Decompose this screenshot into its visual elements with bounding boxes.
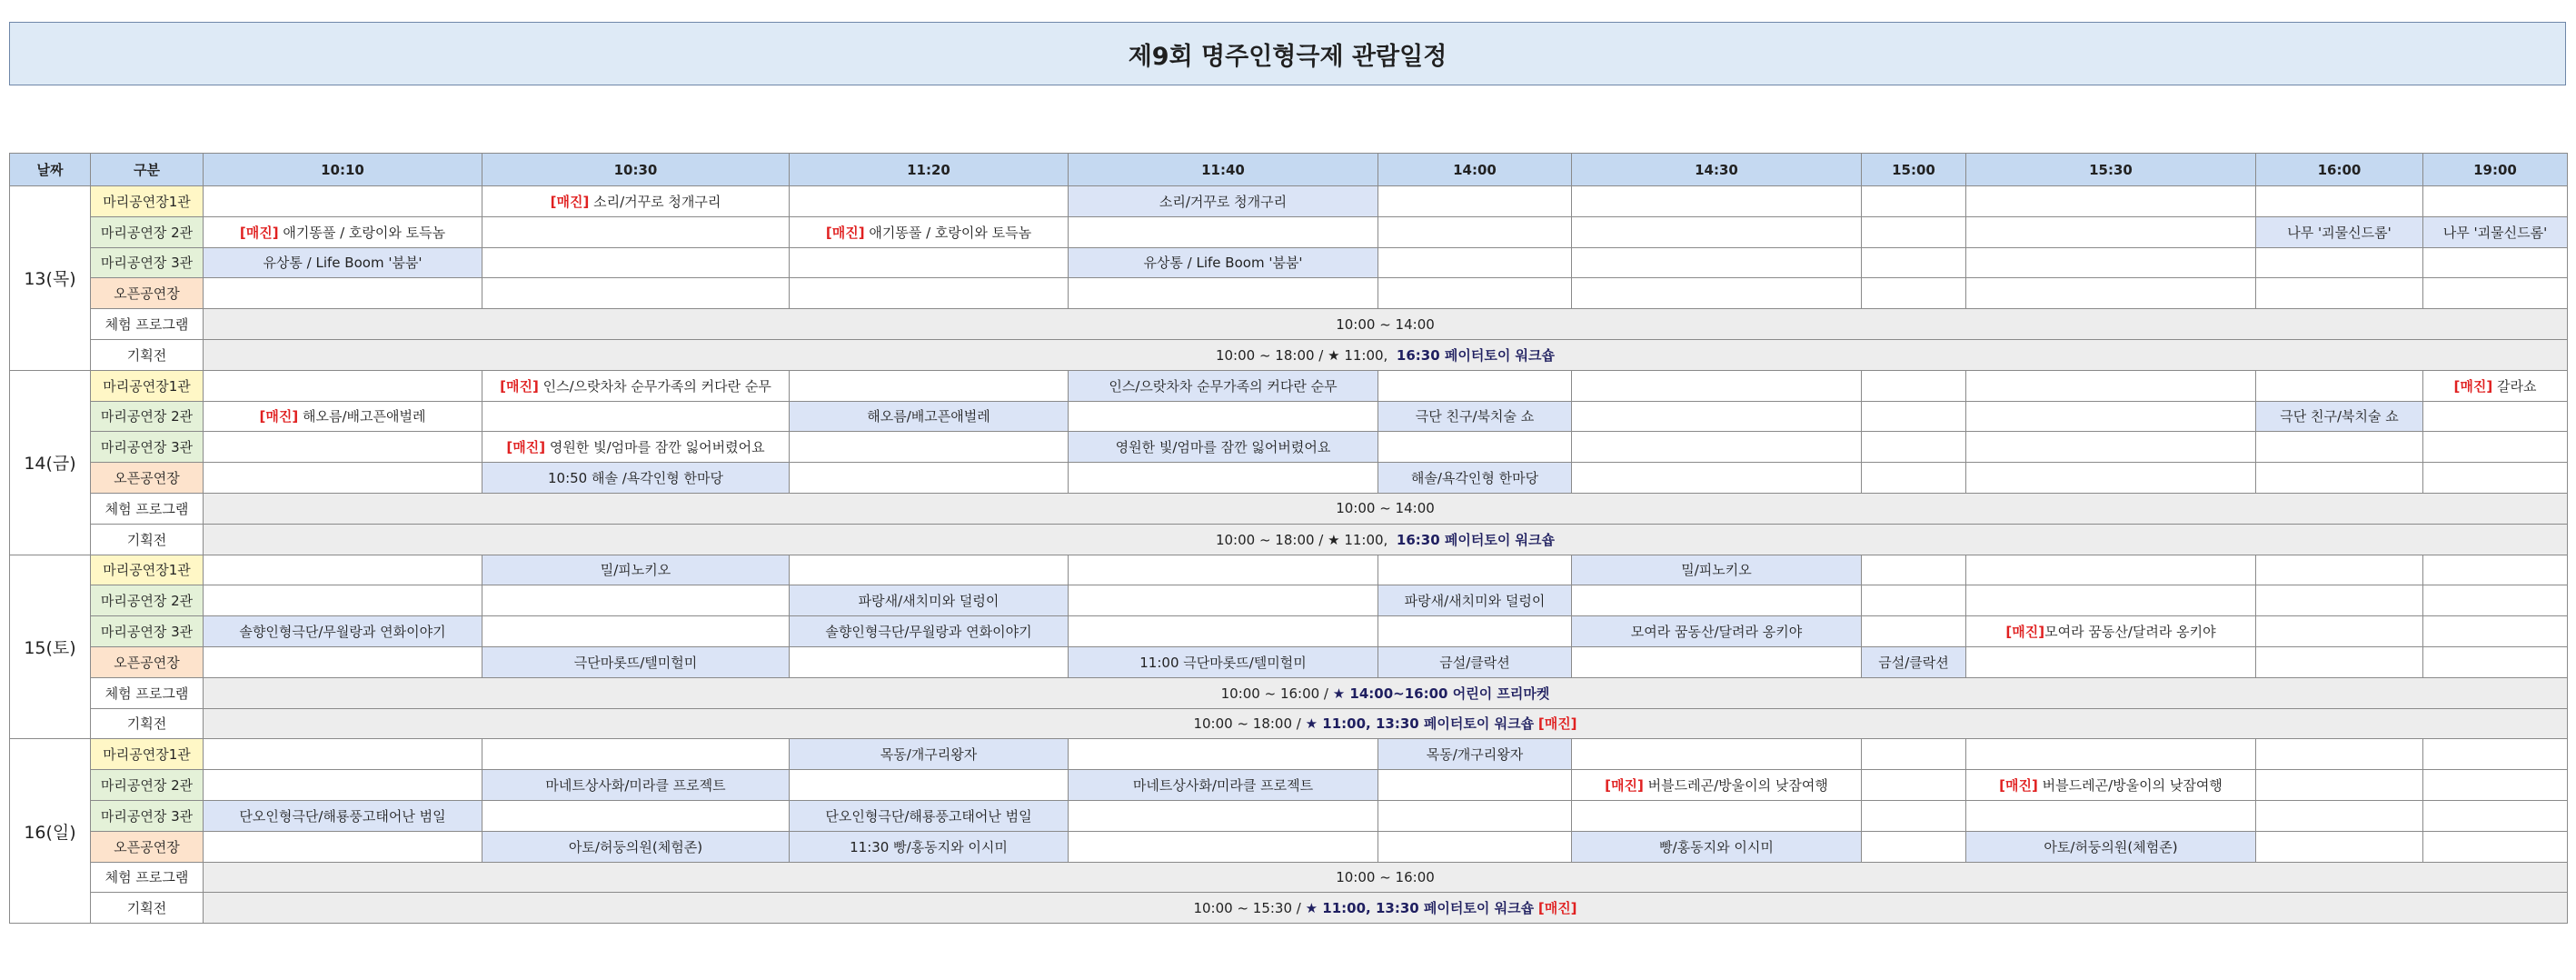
event-cell: [매진] 버블드레곤/방울이의 낮잠여행 [1572, 770, 1862, 801]
event-cell: 솔향인형극단/무월랑과 연화이야기 [790, 616, 1069, 647]
table-row [10, 339, 2568, 370]
event-cell: 아토/허둥의원(체험존) [482, 831, 790, 862]
table-row [10, 186, 2568, 217]
table-row [10, 463, 2568, 494]
header-time: 11:40 [1069, 154, 1378, 186]
table-row [10, 739, 2568, 770]
table-row [10, 524, 2568, 555]
table-row [10, 708, 2568, 739]
event-cell: [매진] 애기똥풀 / 호랑이와 토득놈 [790, 216, 1069, 247]
venue-label: 체험 프로그램 [91, 677, 204, 708]
venue-label: 마리공연장 2관 [91, 216, 204, 247]
venue-label: 마리공연장 2관 [91, 401, 204, 432]
header-time: 14:00 [1378, 154, 1572, 186]
date-cell: 16(일) [10, 739, 91, 924]
venue-label: 오픈공연장 [91, 278, 204, 309]
event-cell: 해오름/배고픈애벌레 [790, 401, 1069, 432]
event-cell: 솔향인형극단/무월랑과 연화이야기 [204, 616, 482, 647]
header-time: 19:00 [2423, 154, 2568, 186]
table-row [10, 893, 2568, 924]
date-cell: 15(토) [10, 555, 91, 739]
date-cell: 14(금) [10, 370, 91, 555]
table-row [10, 247, 2568, 278]
venue-label: 마리공연장1관 [91, 555, 204, 585]
exhibit-cell: 10:00 ~ 18:00 / ★ 11:00, 13:30 페이터토이 워크숍 [매진] [204, 708, 2568, 739]
event-cell: 유상통 / Life Boom '붐붐' [1069, 247, 1378, 278]
event-cell: 단오인형극단/해룡풍고태어난 범일 [790, 800, 1069, 831]
venue-label: 마리공연장 3관 [91, 800, 204, 831]
table-row [10, 770, 2568, 801]
venue-label: 마리공연장1관 [91, 186, 204, 217]
table-row [10, 216, 2568, 247]
exhibit-cell: 10:00 ~ 15:30 / ★ 11:00, 13:30 페이터토이 워크숍 [매진] [204, 893, 2568, 924]
header-time: 15:30 [1966, 154, 2256, 186]
event-cell: 해솔/욕각인형 한마당 [1378, 463, 1572, 494]
event-cell: 밀/피노키오 [482, 555, 790, 585]
event-cell: 11:30 빵/홍동지와 이시미 [790, 831, 1069, 862]
event-cell: [매진] 갈라쇼 [2423, 370, 2568, 401]
venue-label: 오픈공연장 [91, 463, 204, 494]
event-cell: 11:00 극단마롯뜨/텔미헐미 [1069, 646, 1378, 677]
header-time: 14:30 [1572, 154, 1862, 186]
event-cell: 단오인형극단/해룡풍고태어난 범일 [204, 800, 482, 831]
event-cell: [매진] 애기똥풀 / 호랑이와 토득놈 [204, 216, 482, 247]
event-cell: 금설/클락션 [1862, 646, 1966, 677]
table-row [10, 800, 2568, 831]
event-cell: 극단마롯뜨/텔미헐미 [482, 646, 790, 677]
program-cell: 10:00 ~ 14:00 [204, 309, 2568, 340]
table-row [10, 862, 2568, 893]
header-time: 16:00 [2256, 154, 2423, 186]
program-cell: 10:00 ~ 16:00 / ★ 14:00~16:00 어린이 프리마켓 [204, 677, 2568, 708]
venue-label: 오픈공연장 [91, 831, 204, 862]
event-cell: 극단 친구/북치술 쇼 [2256, 401, 2423, 432]
event-cell: 나무 '괴물신드롬' [2423, 216, 2568, 247]
event-cell: 유상통 / Life Boom '붐붐' [204, 247, 482, 278]
venue-label: 기획전 [91, 708, 204, 739]
date-cell: 13(목) [10, 186, 91, 371]
venue-label: 마리공연장 3관 [91, 616, 204, 647]
event-cell: 마네트상사화/미라클 프로젝트 [482, 770, 790, 801]
venue-label: 마리공연장 3관 [91, 247, 204, 278]
event-cell: [매진]모여라 꿈동산/달려라 옹키야 [1966, 616, 2256, 647]
venue-label: 기획전 [91, 524, 204, 555]
event-cell: 10:50 해솔 /욕각인형 한마당 [482, 463, 790, 494]
header-time: 11:20 [790, 154, 1069, 186]
page-title: 제9회 명주인형극제 관람일정 [9, 22, 2566, 85]
venue-label: 마리공연장 2관 [91, 585, 204, 616]
header-date: 날짜 [10, 154, 91, 186]
event-cell: 목동/개구리왕자 [1378, 739, 1572, 770]
venue-label: 체험 프로그램 [91, 862, 204, 893]
event-cell: 영원한 빛/엄마를 잠깐 잃어버렸어요 [1069, 432, 1378, 463]
event-cell: [매진] 버블드레곤/방울이의 낮잠여행 [1966, 770, 2256, 801]
schedule-table [9, 153, 2568, 924]
venue-label: 체험 프로그램 [91, 309, 204, 340]
event-cell: 마네트상사화/미라클 프로젝트 [1069, 770, 1378, 801]
exhibit-cell: 10:00 ~ 18:00 / ★ 11:00, 16:30 페이터토이 워크숍 [204, 524, 2568, 555]
table-row [10, 493, 2568, 524]
event-cell: 소리/거꾸로 청개구리 [1069, 186, 1378, 217]
program-cell: 10:00 ~ 14:00 [204, 493, 2568, 524]
event-cell: 아토/허둥의원(체험존) [1966, 831, 2256, 862]
table-row [10, 370, 2568, 401]
venue-label: 체험 프로그램 [91, 493, 204, 524]
table-row [10, 309, 2568, 340]
event-cell: 밀/피노키오 [1572, 555, 1862, 585]
header-category: 구분 [91, 154, 204, 186]
event-cell: 파랑새/새치미와 덜렁이 [1378, 585, 1572, 616]
table-row [10, 585, 2568, 616]
table-row [10, 555, 2568, 585]
event-cell: [매진] 소리/거꾸로 청개구리 [482, 186, 790, 217]
event-cell: 나무 '괴물신드롬' [2256, 216, 2423, 247]
table-row [10, 677, 2568, 708]
event-cell: 모여라 꿈동산/달려라 옹키야 [1572, 616, 1862, 647]
header-row [10, 154, 2568, 186]
event-cell: [매진] 영원한 빛/엄마를 잠깐 잃어버렸어요 [482, 432, 790, 463]
event-cell: 극단 친구/북치술 쇼 [1378, 401, 1572, 432]
header-time: 10:30 [482, 154, 790, 186]
event-cell: 인스/으랏차차 순무가족의 커다란 순무 [1069, 370, 1378, 401]
venue-label: 기획전 [91, 339, 204, 370]
table-row [10, 278, 2568, 309]
event-cell: 목동/개구리왕자 [790, 739, 1069, 770]
header-time: 10:10 [204, 154, 482, 186]
event-cell: [매진] 해오름/배고픈애벌레 [204, 401, 482, 432]
header-time: 15:00 [1862, 154, 1966, 186]
table-row [10, 432, 2568, 463]
table-row [10, 401, 2568, 432]
venue-label: 기획전 [91, 893, 204, 924]
venue-label: 오픈공연장 [91, 646, 204, 677]
venue-label: 마리공연장1관 [91, 370, 204, 401]
event-cell: [매진] 인스/으랏차차 순무가족의 커다란 순무 [482, 370, 790, 401]
table-row [10, 646, 2568, 677]
table-row [10, 616, 2568, 647]
venue-label: 마리공연장 2관 [91, 770, 204, 801]
venue-label: 마리공연장 3관 [91, 432, 204, 463]
program-cell: 10:00 ~ 16:00 [204, 862, 2568, 893]
venue-label: 마리공연장1관 [91, 739, 204, 770]
event-cell: 금설/클락션 [1378, 646, 1572, 677]
table-row [10, 831, 2568, 862]
event-cell: 빵/홍동지와 이시미 [1572, 831, 1862, 862]
event-cell: 파랑새/새치미와 덜렁이 [790, 585, 1069, 616]
exhibit-cell: 10:00 ~ 18:00 / ★ 11:00, 16:30 페이터토이 워크숍 [204, 339, 2568, 370]
